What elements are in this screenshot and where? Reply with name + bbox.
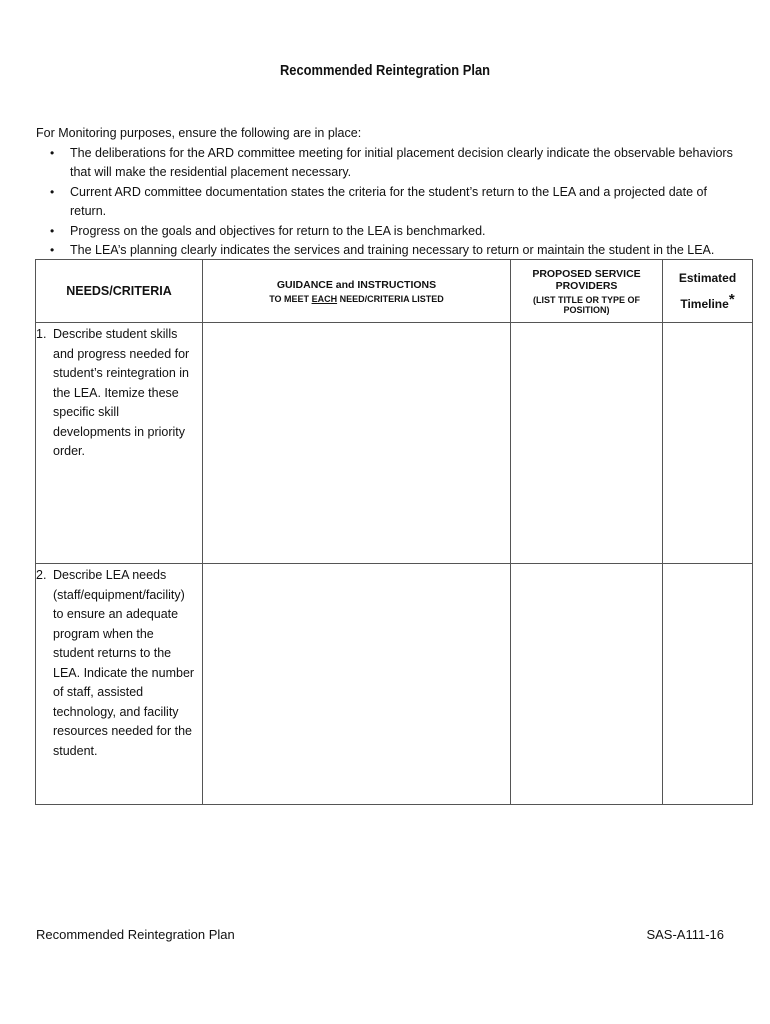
footer-title: Recommended Reintegration Plan <box>36 927 235 942</box>
needs-cell <box>36 564 203 805</box>
row-number: 1. <box>36 327 47 341</box>
header-guidance-line1: GUIDANCE and INSTRUCTIONS <box>276 278 437 291</box>
bullet-icon: • <box>50 223 55 238</box>
bullet-icon: • <box>50 184 55 199</box>
header-providers-line2: (LIST TITLE OR TYPE OF POSITION) <box>533 294 640 315</box>
row-criteria-text: Describe student skills and progress needed for student’s reintegration in the LEA. Itemize these specific skill developments in priority order. <box>53 327 190 458</box>
header-needs-criteria: NEEDS/CRITERIA <box>36 260 203 323</box>
guidance-cell[interactable] <box>203 564 511 805</box>
header-estimated-timeline <box>663 260 753 323</box>
page-title: Recommended Reintegration Plan <box>279 62 491 79</box>
header-estimated-line2: Timeline* <box>680 291 735 311</box>
asterisk-mark: * <box>728 291 735 308</box>
footer-form-code: SAS-A111-16 <box>646 927 724 942</box>
timeline-cell[interactable] <box>663 564 753 805</box>
needs-cell <box>36 323 203 564</box>
list-item-text: The LEA’s planning clearly indicates the services and training necessary to return or maintain the student in the LEA. <box>70 243 715 257</box>
bullet-icon: • <box>50 145 55 160</box>
list-item <box>36 183 736 222</box>
list-item-text: Progress on the goals and objectives for return to the LEA is benchmarked. <box>70 223 486 238</box>
row-criteria-text: Describe LEA needs (staff/equipment/facility) to ensure an adequate program when the student returns to the LEA. Indicate the number of staff, assisted technology, and facility resources needed for the student. <box>53 568 195 758</box>
header-estimated-line1: Estimated <box>678 271 737 285</box>
list-item <box>36 222 736 242</box>
table-header-row <box>36 260 753 323</box>
header-guidance <box>203 260 511 323</box>
requirements-list <box>36 144 736 261</box>
list-item-text: The deliberations for the ARD committee meeting for initial placement decision clearly indicate the observable behaviors that will make the residential placement necessary. <box>70 145 733 179</box>
table-row <box>36 564 753 805</box>
providers-cell[interactable] <box>511 564 663 805</box>
bullet-icon: • <box>50 243 55 257</box>
list-item <box>36 144 736 183</box>
header-service-providers <box>511 260 663 323</box>
row-number: 2. <box>36 568 47 582</box>
list-item <box>36 241 736 261</box>
guidance-cell[interactable] <box>203 323 511 564</box>
providers-cell[interactable] <box>511 323 663 564</box>
reintegration-plan-table <box>35 259 753 805</box>
list-item-text: Current ARD committee documentation states the criteria for the student’s return to the LEA and a projected date of return. <box>70 184 707 218</box>
intro-section <box>36 124 736 261</box>
header-guidance-emphasis: EACH <box>311 293 338 304</box>
header-providers-line1: PROPOSED SERVICE PROVIDERS <box>532 267 641 292</box>
intro-lead: For Monitoring purposes, ensure the following are in place: <box>36 126 362 140</box>
timeline-cell[interactable] <box>663 323 753 564</box>
header-guidance-line2: TO MEET EACH NEED/CRITERIA LISTED <box>269 293 444 304</box>
table-row <box>36 323 753 564</box>
